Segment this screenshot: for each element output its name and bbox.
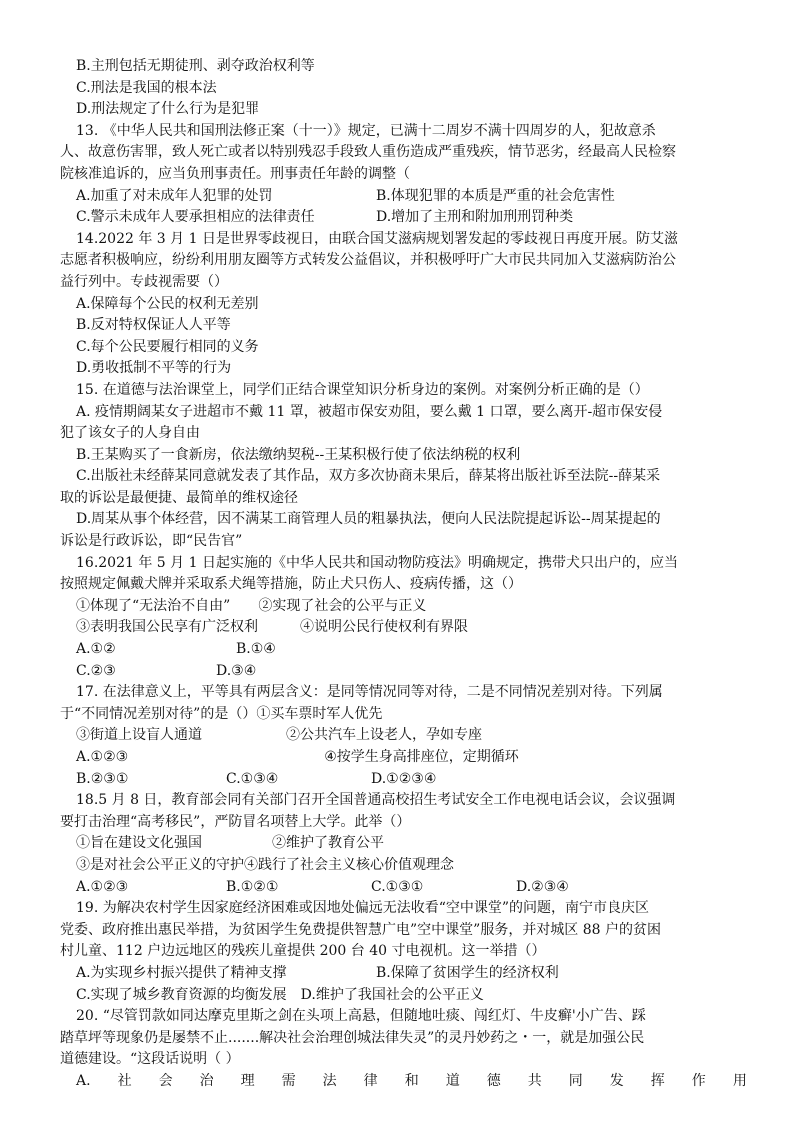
option-a-char: 法 <box>322 1072 337 1089</box>
statements-3-4: ③表明我国公民享有广泛权利 ④说明公民行使权利有界限 <box>76 619 468 636</box>
option-a-char: 发 <box>609 1072 624 1089</box>
option-a: A. 疫情期阔某女子进超市不戴 11 罩，被超市保安劝阻，要么戴 1 口罩，要么离开-超市保安侵 <box>76 403 663 420</box>
question-18-stem-cont: 要打击治理“高考移民”，严防冒名项替上大学。此举（） <box>60 813 411 830</box>
option-a-char: 作 <box>691 1072 706 1089</box>
option-c-cont: 取的诉讼是最便捷、最简单的维权途径 <box>60 489 298 506</box>
question-16-options-ab <box>60 639 751 661</box>
question-14-stem: 14.2022 年 3 月 1 日是世界零歧视日，由联合国艾滋病规划署发起的零歧视日再度开展。防艾滋 <box>76 230 678 247</box>
option-a-char: 共 <box>527 1072 542 1089</box>
option-a-char: 治 <box>199 1072 214 1089</box>
option-b-line: B.主刑包括无期徒刑、剥夺政治权利等 <box>76 58 315 74</box>
option-a: A.①②③ <box>76 878 129 895</box>
option-a-and-statement-4: A.①②③ ④按学生身高排座位，定期循环 <box>76 749 519 765</box>
question-13-stem-cont: 院核准追诉的，应当负刑事责任。刑事责任年龄的调整（ <box>60 165 410 182</box>
question-18-options <box>60 877 751 899</box>
question-20-stem-cont: 道德建设。“这段话说明（ ） <box>60 1051 240 1068</box>
question-17-stem: 17. 在法律意义上，平等具有两层含义：是同等情况同等对待，二是不同情况差别对待。下列属 <box>76 684 663 701</box>
question-17-stem-cont: 于“不同情况差别对待”的是（）①买车票时军人优先 <box>60 705 383 722</box>
question-13-options-cd <box>60 207 751 229</box>
option-a-char: 用 <box>732 1072 747 1089</box>
option-c: C.出版社未经薛某同意就发表了其作品，双方多次协商未果后，薛某将出版社诉至法院--薛某采 <box>76 468 661 485</box>
option-d: D.勇收抵制不平等的行为 <box>76 360 232 377</box>
option-c-line: C.刑法是我国的根本法 <box>76 79 217 96</box>
option-b: B.王某购买了一食新房，依法缴纳契税--王某积极行使了依法纳税的权利 <box>76 446 521 463</box>
question-16-options-cd <box>60 661 751 683</box>
question-16-stem: 16.2021 年 5 月 1 日起实施的《中华人民共和国动物防疫法》明确规定，携带犬只出户的，应当 <box>76 554 678 571</box>
option-a-char: 律 <box>363 1072 378 1089</box>
option-a: A.加重了对未成年人犯罪的处罚 <box>76 187 273 204</box>
option-a-char: 社 <box>117 1072 132 1089</box>
question-19-options-ab <box>60 963 751 985</box>
question-19-stem: 19. 为解决农村学生因家庭经济困难或因地处偏远无法收看“空中课堂”的问题，南宁市良庆区 <box>76 900 650 917</box>
question-19-stem-cont: 党委、政府推出惠民举措，为贫困学生免费提供智慧广电”空中课堂”服务，并对城区 88 户的贫困 <box>60 921 662 938</box>
question-14-stem-cont: 志愿者积极响应，纷纷利用朋友圈等方式转发公益倡议，并积极呼吁广大市民共同加入艾滋病防治公 <box>60 252 676 269</box>
option-a-char: 同 <box>568 1072 583 1089</box>
option-a-char: A. <box>76 1072 91 1089</box>
question-13-stem-cont: 人、故意伤害罪，致人死亡或者以特别残忍手段致人重伤造成严重残疾，情节恶劣，经最高人民检察 <box>60 144 676 161</box>
question-17-options-bcd <box>60 769 751 791</box>
option-d: D.②③④ <box>516 878 569 895</box>
option-c: C.②③ <box>76 662 116 679</box>
question-20-option-a <box>60 1071 751 1093</box>
question-13-options-ab <box>60 186 751 208</box>
option-a-char: 德 <box>486 1072 501 1089</box>
question-13-stem: 13. 《中华人民共和国刑法修正案（十一）》规定，已满十二周岁不满十四周岁的人，犯故意杀 <box>76 122 656 139</box>
question-15-stem: 15. 在道德与法治课堂上，同学们正结合课堂知识分析身边的案例。对案例分析正确的是（） <box>76 381 649 398</box>
option-c: C.警示未成年人要承担相应的法律责任 <box>76 209 315 226</box>
option-d: D.周某从事个体经营，因不满某工商管理人员的粗暴执法，便向人民法院提起诉讼--周某提起的 <box>76 511 661 528</box>
option-a-cont: 犯了该女子的人身自由 <box>60 425 200 442</box>
question-14-stem-cont: 益行列中。专歧视需要（） <box>60 273 228 290</box>
option-c: C.①③① <box>371 878 424 895</box>
option-a: A.①② <box>76 641 116 658</box>
option-a: A.为实现乡村振兴提供了精神支撑 <box>76 964 287 981</box>
option-c: C.①③④ <box>226 770 279 787</box>
statements-1-2: ①体现了“无法治不自由” ②实现了社会的公平与正义 <box>76 597 427 614</box>
question-20-stem: 20. “尽管罚款如同达摩克里斯之剑在头项上高悬，但随地吐痰、闯红灯、牛皮癣'小广告、踩 <box>76 1008 646 1025</box>
question-16-stem-cont: 按照规定佩戴犬牌并采取系犬绳等措施，防止犬只伤人、疫病传播，这（） <box>60 576 522 593</box>
option-b: B.体现犯罪的本质是严重的社会危害性 <box>376 187 615 204</box>
option-a: A.保障每个公民的权利无差别 <box>76 295 259 312</box>
option-a-char: 需 <box>281 1072 296 1089</box>
option-b: B.保障了贫困学生的经济权利 <box>376 964 559 981</box>
option-a-char: 理 <box>240 1072 255 1089</box>
option-a-char: 会 <box>158 1072 173 1089</box>
option-a-char: 挥 <box>650 1072 665 1089</box>
question-20-stem-cont: 踏草坪等现象仍是屡禁不止.......解决社会治理创城法律失灵”的灵丹妙药之・一，就是加强公民 <box>60 1029 645 1046</box>
option-b: B.反对特权保证人人平等 <box>76 317 231 334</box>
statements-3-4: ③是对社会公平正义的守护④践行了社会主义核心价值观理念 <box>76 856 454 873</box>
option-a-char: 和 <box>404 1072 419 1089</box>
question-18-stem: 18.5 月 8 日，教育部会同有关部门召开全国普通高校招生考试安全工作电视电话会议，会议强调 <box>76 792 676 809</box>
option-a-char: 道 <box>445 1072 460 1089</box>
option-d: D.③④ <box>216 662 257 679</box>
option-d-line: D.刑法规定了什么行为是犯罪 <box>76 101 260 118</box>
option-b: B.①④ <box>236 641 276 658</box>
option-d: D.①②③④ <box>371 770 437 787</box>
option-b: B.①②① <box>226 878 279 895</box>
option-c: C.每个公民要履行相同的义务 <box>76 338 259 355</box>
question-19-stem-cont: 村儿童、112 户边远地区的残疾儿童提供 200 台 40 寸电视机。这一举措（） <box>60 943 546 960</box>
option-d: D.增加了主刑和附加刑刑罚种类 <box>376 209 574 226</box>
statements-3-2: ③街道上设盲人通道 ②公共汽车上设老人，孕如专座 <box>76 727 482 744</box>
statements-1-2: ①旨在建设文化强国 ②维护了教育公平 <box>76 835 384 852</box>
question-19-options-cd: C.实现了城乡教育资源的均衡发展 D.维护了我国社会的公平正义 <box>76 986 484 1003</box>
option-d-cont: 诉讼是行政诉讼，即“民告官” <box>60 533 243 550</box>
option-b: B.②③① <box>76 770 129 787</box>
